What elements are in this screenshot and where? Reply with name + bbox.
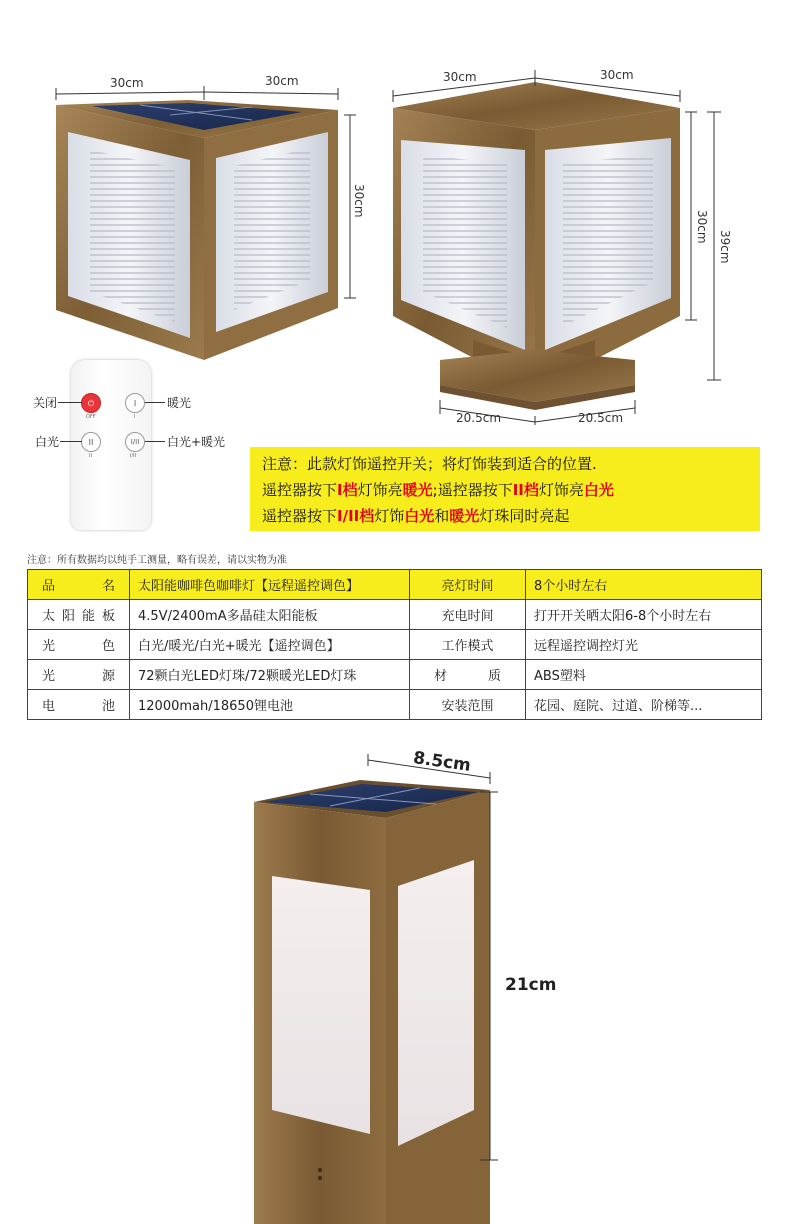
table-row (28, 600, 762, 630)
leader-line-off (58, 402, 82, 403)
spec-value: 太阳能咖啡色咖啡灯【远程遥控调色】 (130, 570, 410, 600)
notice-text: 灯饰 (374, 507, 405, 525)
notice-highlight: I/II档 (337, 507, 375, 525)
dim-left-height: 30cm (352, 184, 366, 218)
notice-line-2 (262, 477, 748, 503)
leader-line-warm (145, 402, 165, 403)
off-sub-label: OFF (86, 414, 96, 420)
notice-text: 遥控器按下 (262, 481, 338, 499)
leader-line-white (60, 441, 82, 442)
notice-highlight: 白光 (583, 481, 614, 499)
notice-highlight: 暖光 (402, 481, 433, 499)
notice-text: 灯珠同时亮起 (479, 507, 570, 525)
remote-label-warm: 暖光 (167, 396, 192, 410)
mode-1-2-sub-label: I/II (130, 453, 137, 459)
dim-right-height: 30cm (695, 210, 709, 244)
notice-highlight: I档 (337, 481, 358, 499)
spec-key: 亮灯时间 (410, 570, 526, 600)
spec-value: 打开开关晒太阳6-8个小时左右 (526, 600, 762, 630)
table-row (28, 630, 762, 660)
remote-control (71, 360, 151, 530)
remote-label-both: 白光+暖光 (167, 435, 226, 449)
dim-right-total-height: 39cm (718, 230, 732, 264)
mode-2-sub-label: II (89, 453, 92, 459)
spec-key: 电 池 (28, 690, 130, 720)
spec-key: 太阳能板 (28, 600, 130, 630)
spec-key: 品 名 (28, 570, 130, 600)
notice-highlight: II档 (512, 481, 539, 499)
remote-label-white: 白光 (35, 435, 60, 449)
cube-lamp-right (385, 60, 745, 425)
spec-key: 材 质 (410, 660, 526, 690)
remote-label-off: 关闭 (33, 396, 58, 410)
spec-value: 4.5V/2400mA多晶硅太阳能板 (130, 600, 410, 630)
dim-base-width-1: 20.5cm (456, 411, 502, 425)
mode-2-button: II (81, 432, 101, 452)
spec-value: 72颗白光LED灯珠/72颗暖光LED灯珠 (130, 660, 410, 690)
mode-1-button: I (125, 393, 145, 413)
table-row (28, 570, 762, 600)
dim-right-width-1: 30cm (443, 70, 477, 84)
spec-value: 8个小时左右 (526, 570, 762, 600)
notice-text: ;遥控器按下 (432, 481, 513, 499)
notice-text: 和 (434, 507, 450, 525)
spec-key: 光 色 (28, 630, 130, 660)
disclaimer: 注意：所有数据均以纯手工测量，略有误差，请以实物为准 (27, 555, 287, 566)
notice-text: 灯饰亮 (538, 481, 584, 499)
mode-1-2-button: I/II (125, 432, 145, 452)
spec-key: 工作模式 (410, 630, 526, 660)
spec-value: ABS塑料 (526, 660, 762, 690)
table-row (28, 660, 762, 690)
dim-small-width: 8.5cm (411, 748, 473, 776)
cube-lamp-left (20, 60, 380, 365)
dim-base-width-2: 20.5cm (578, 411, 624, 425)
table-row (28, 690, 762, 720)
dim-left-width-1: 30cm (110, 76, 144, 90)
notice-highlight: 白光 (404, 507, 435, 525)
notice-text: 遥控器按下 (262, 507, 338, 525)
spec-value: 远程遥控调控灯光 (526, 630, 762, 660)
notice-highlight: 暖光 (449, 507, 480, 525)
dim-small-height: 21cm (505, 975, 557, 995)
notice-text: 灯饰亮 (357, 481, 403, 499)
notice-box (250, 447, 760, 531)
leader-line-both (145, 441, 165, 442)
notice-line-1: 注意：此款灯饰遥控开关；将灯饰装到适合的位置. (262, 455, 597, 473)
notice-line-3 (262, 503, 748, 529)
spec-value: 白光/暖光/白光+暖光【遥控调色】 (130, 630, 410, 660)
mode-1-sub-label: I (134, 414, 136, 420)
spec-table (27, 569, 762, 720)
spec-value: 12000mah/18650锂电池 (130, 690, 410, 720)
spec-key: 充电时间 (410, 600, 526, 630)
dim-right-width-2: 30cm (600, 68, 634, 82)
spec-value: 花园、庭院、过道、阶梯等... (526, 690, 762, 720)
spec-key: 安装范围 (410, 690, 526, 720)
dim-left-width-2: 30cm (265, 74, 299, 88)
spec-key: 光 源 (28, 660, 130, 690)
power-off-button: ⏻ (81, 393, 101, 413)
